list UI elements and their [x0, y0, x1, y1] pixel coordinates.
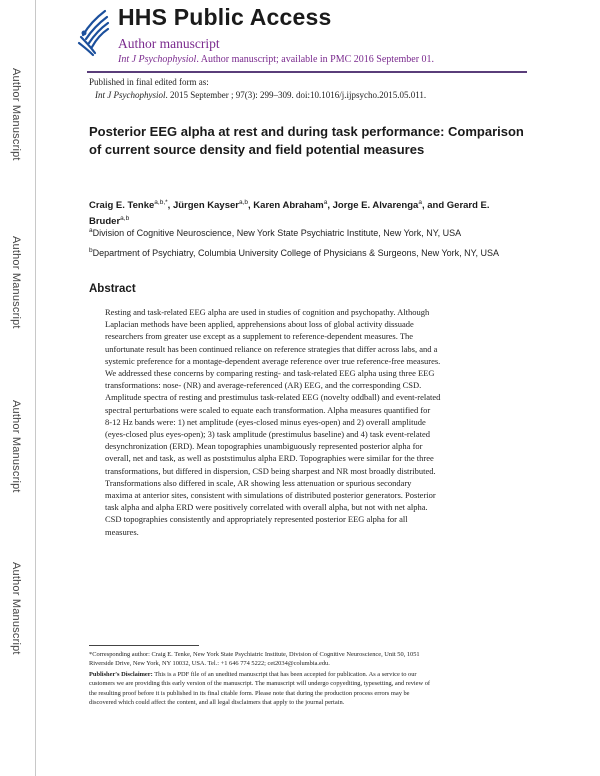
affiliation-b [89, 245, 529, 260]
disclaimer-text: This is a PDF file of an unedited manuscript that has been accepted for publication. As a service to our [152, 671, 417, 678]
author-separator: , [248, 200, 254, 212]
author-separator: , [327, 200, 333, 212]
hhs-eagle-logo-icon [75, 7, 111, 57]
abstract-body [105, 306, 530, 538]
author-affiliation-marker: a,b [120, 215, 130, 223]
abstract-line: unfortunate result has been continued reliance on reference strategies that differ across labs, and a [105, 343, 438, 354]
footnote-divider [89, 645, 199, 646]
author-manuscript-side-label: Author Manuscript [10, 68, 22, 161]
author-list [89, 196, 529, 228]
abstract-heading: Abstract [89, 283, 136, 295]
article-title: Posterior EEG alpha at rest and during task performance: Comparison of current source density and field potential measures [89, 124, 524, 157]
disclaimer-line: discovered which could affect the content, and all legal disclaimers that apply to the journal pertain. [89, 698, 345, 706]
margin-divider [35, 0, 36, 776]
abstract-line: 8-12 Hz bands were: 1) net amplitude (eyes-closed minus eyes-open) and 2) overall amplitude [105, 416, 426, 427]
publisher-disclaimer [89, 670, 529, 707]
abstract-line: maxima at anterior sites, consistent with simulations of distributed posterior generators. Posterior [105, 490, 436, 501]
footnote-line: *Corresponding author: Craig E. Tenke, New York State Psychiatric Institute, Division of Cognitive Neuroscience, Unit 50, 1051 [89, 651, 420, 658]
abstract-line: Transformations also differed in scale, AR showing less attenuation or spurious secondary [105, 477, 412, 488]
author-name: Gerard E. Bruder [89, 200, 490, 228]
abstract-line: spectral perturbations were scaled to equate each transformation. Alpha measures quantified for [105, 404, 431, 415]
author-manuscript-side-label: Author Manuscript [10, 562, 22, 655]
author-separator: , [167, 200, 173, 212]
affiliation-a [89, 225, 529, 240]
abstract-line: We addressed these concerns by comparing resting- and task-related EEG alpha using three EEG [105, 368, 435, 379]
affiliation-marker: a [89, 227, 93, 234]
disclaimer-first-line [89, 670, 529, 679]
abstract-line: overall, net and task, as well as poststimulus alpha ERD. Topographies were similar for the three [105, 453, 434, 464]
author-separator: , and [421, 200, 447, 212]
abstract-line: CSD topographies consistently and appropriately represented posterior EEG alpha for all [105, 514, 408, 525]
author-name: Craig E. Tenke [89, 200, 155, 212]
author-affiliation-marker: a [418, 199, 422, 206]
header-divider [87, 71, 527, 73]
abstract-line: Resting and task-related EEG alpha are used in studies of cognition and psychopathy. Although [105, 307, 430, 317]
author-manuscript-side-label: Author Manuscript [10, 236, 22, 329]
abstract-line: Amplitude spectra of resting and prestimulus task-related EEG (novelty oddball) and event-related [105, 392, 441, 403]
abstract-line: transformations: nose- (NR) and average-referenced (AR) EEG, and the corresponding CSD. [105, 380, 422, 391]
availability-text: . Author manuscript; available in PMC 2016 September 01. [196, 54, 435, 65]
disclaimer-line: the resulting proof before it is published in its final citable form. Please note that during the production process errors may be [89, 689, 410, 697]
author-manuscript-side-label: Author Manuscript [10, 400, 22, 493]
hhs-public-access-title: HHS Public Access [118, 4, 332, 30]
disclaimer-line: customers we are providing this early version of the manuscript. The manuscript will undergo copyediting, typesetting, and review of [89, 680, 431, 688]
citation-line [95, 90, 426, 100]
author-affiliation-marker: a,b,* [154, 199, 168, 206]
corresponding-author-footnote [89, 650, 529, 669]
journal-name[interactable]: Int J Psychophysiol [118, 54, 197, 65]
author-name: Jürgen Kayser [172, 200, 239, 212]
abstract-line: researchers from greater use except as a supplement to reference-dependent measures. The [105, 331, 414, 342]
abstract-line: transformations, but differed in dispersion, CSD being sharpest and NR most broadly distributed. [105, 465, 436, 476]
affiliation-marker: b [89, 247, 93, 254]
abstract-line: desynchronization (ERD). Mean topographies unambiguously represented posterior alpha for [105, 441, 423, 452]
footnote-line: Riverside Drive, New York, NY 10032, USA. Tel.: +1 646 774 5222; cet2034@columbia.edu. [89, 660, 330, 668]
affiliation-text: Department of Psychiatry, Columbia University College of Physicians & Surgeons, New York, NY, USA [92, 248, 499, 258]
published-in-label: Published in final edited form as: [89, 77, 209, 87]
abstract-line: task alpha and alpha ERD were positively correlated with overall alpha, but not with net alpha. [105, 502, 428, 513]
author-name: Jorge E. Alvarenga [332, 200, 419, 212]
author-manuscript-subtitle: Author manuscript [118, 36, 220, 51]
abstract-line: Laplacian methods have been applied, apprehensions about loss of global activity dissuade [105, 319, 414, 330]
disclaimer-label: Publisher's Disclaimer: [89, 671, 153, 678]
abstract-line: (eyes-closed plus eyes-open); 3) task amplitude (prestimulus baseline) and 4) task event-related [105, 429, 431, 440]
author-affiliation-marker: a,b [238, 199, 249, 206]
citation-details[interactable]: . 2015 September ; 97(3): 299–309. doi:10.1016/j.ijpsycho.2015.05.011. [165, 90, 427, 100]
author-name: Karen Abraham [253, 200, 324, 212]
affiliation-text: Division of Cognitive Neuroscience, New York State Psychiatric Institute, New York, NY, USA [92, 228, 462, 238]
abstract-line: measures. [105, 526, 139, 537]
citation-journal: Int J Psychophysiol [95, 90, 166, 100]
abstract-line: systemic preference for a montage-dependent average reference over true reference-free measures. [105, 355, 441, 366]
journal-availability-line [118, 54, 434, 65]
author-affiliation-marker: a [323, 199, 328, 206]
